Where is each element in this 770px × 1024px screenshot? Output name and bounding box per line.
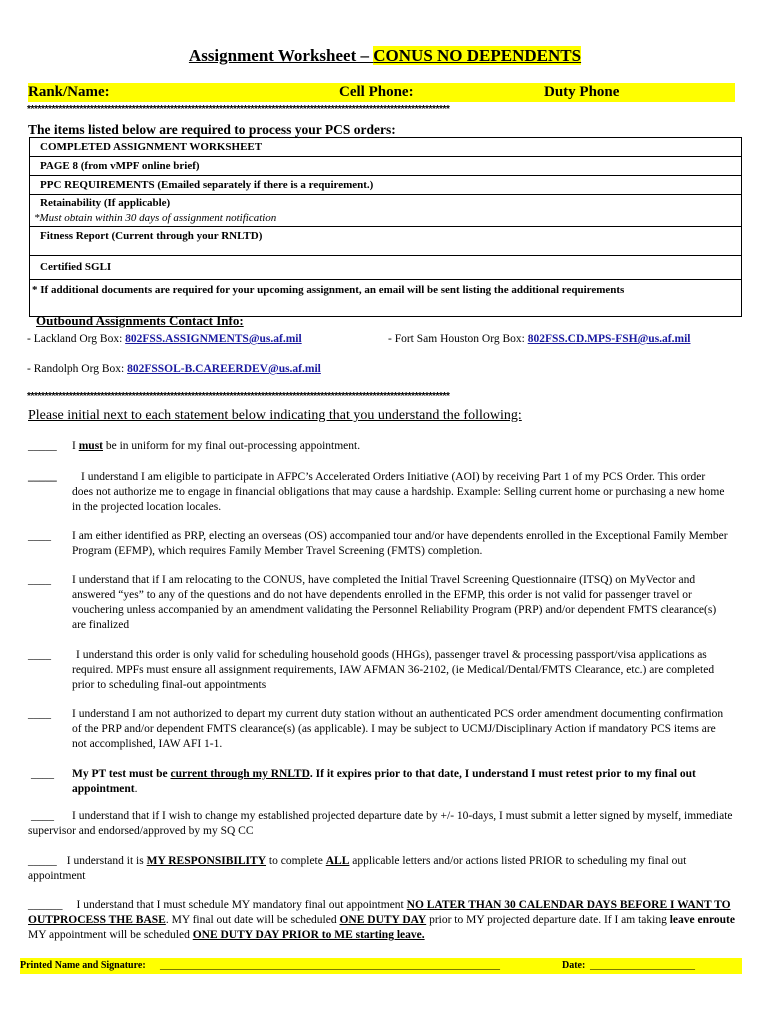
fsh-email-link[interactable]: 802FSS.CD.MPS-FSH@us.af.mil	[527, 333, 691, 345]
retainability-label: Retainability (If applicable)	[40, 197, 171, 209]
requirement-item: COMPLETED ASSIGNMENT WORKSHEET	[30, 138, 741, 157]
contacts-heading: Outbound Assignments Contact Info:	[36, 313, 244, 328]
initial-blank[interactable]: ____	[28, 649, 51, 661]
statement-text: I understand this order is only valid for scheduling household goods (HHGs), passenger travel & processing passport/visa applications as required. MPFs must ensure all assignment requirements, IAW AFMAN 36-2102, (ie Medical/Dental/FMTS Clearance, etc.) are completed prior to scheduling final-out appointments	[72, 649, 715, 691]
signature-bar	[20, 958, 742, 974]
title-prefix: Assignment Worksheet –	[188, 46, 374, 65]
header-bar	[28, 83, 735, 102]
statement-text: I understand that I must schedule MY mandatory final out appointment NO LATER THAN 30 CALENDAR DAYS BEFORE I WANT TO OUTPROCESS THE BASE. MY final out date will be scheduled ONE DUTY DAY prior to MY projected departure date. If I am taking leave enroute MY appointment will be scheduled ONE DUTY DAY PRIOR to ME starting leave.	[28, 899, 735, 941]
initial-blank[interactable]: ______	[28, 899, 63, 911]
requirement-item: PPC REQUIREMENTS (Emailed separately if there is a requirement.)	[30, 176, 741, 195]
lackland-contact	[27, 333, 302, 345]
initial-blank[interactable]: _____	[28, 471, 57, 483]
statement-1	[28, 439, 748, 454]
initial-blank[interactable]: ____	[28, 574, 51, 586]
date-label: Date:	[562, 960, 586, 971]
fsh-contact	[388, 333, 690, 345]
initial-blank[interactable]: ____	[28, 708, 51, 720]
statement-text: I understand I am not authorized to depart my current duty station without an authenticated PCS order amendment documenting confirmation of the PRP and/or dependent FMTS clearance(s) (as applicable). I may be subject to UCMJ/Disciplinary Action if mandatory PCS items are not accomplished, IAW AFI 1-1.	[72, 708, 724, 750]
requirement-item: Certified SGLI	[30, 256, 741, 280]
title-highlight: CONUS NO DEPENDENTS	[373, 46, 582, 65]
statement-8	[28, 809, 748, 839]
signature-label: Printed Name and Signature:	[20, 960, 146, 971]
statement-text: I am either identified as PRP, electing an overseas (OS) accompanied tour and/or have dependents enrolled in the Exceptional Family Member Program (EFMP), which requires Family Member Travel Screening (FMTS) completion.	[72, 530, 728, 557]
rank-name-label: Rank/Name:	[28, 84, 110, 100]
statement-text: I understand that if I am relocating to the CONUS, have completed the Initial Travel Screening Questionnaire (ITSQ) on MyVector and answered “yes” to any of the questions and do not have dependents enrolled in the EFMP, this order is not valid for passenger travel or vouchering unless accompanied by an amendment validating the Personnel Reliability Program (PRP) and/or dependent FMTS clearance(s) are finalized	[72, 574, 717, 631]
fsh-label: - Fort Sam Houston Org Box:	[388, 333, 528, 345]
requirement-item-retainability	[30, 195, 741, 227]
requirement-item: Fitness Report (Current through your RNLTD)	[30, 227, 741, 256]
randolph-contact	[27, 363, 321, 375]
initial-blank[interactable]: _____	[28, 855, 57, 867]
lackland-email-link[interactable]: 802FSS.ASSIGNMENTS@us.af.mil	[125, 333, 302, 345]
statement-7	[28, 767, 748, 795]
requirement-note: * If additional documents are required for your upcoming assignment, an email will be sent listing the additional requirements	[32, 284, 625, 296]
statement-2	[28, 470, 748, 513]
statement-10	[28, 898, 750, 943]
signature-line[interactable]: ____________________________________________________________________	[160, 960, 500, 971]
statement-6	[28, 707, 748, 750]
statements-heading: Please initial next to each statement below indicating that you understand the following:	[28, 408, 522, 423]
randolph-label: - Randolph Org Box:	[27, 363, 128, 375]
requirement-item: PAGE 8 (from vMPF online brief)	[30, 157, 741, 176]
duty-phone-label: Duty Phone	[544, 84, 620, 100]
statement-text: I understand it is MY RESPONSIBILITY to complete ALL applicable letters and/or actions listed PRIOR to scheduling my final out appointment	[28, 855, 687, 882]
lackland-label: - Lackland Org Box:	[27, 333, 126, 345]
statement-3	[28, 529, 748, 557]
statement-5	[28, 648, 748, 691]
statement-text: I understand that if I wish to change my established projected departure date by +/- 10-days, I must submit a letter signed by myself, immediate supervisor and endorsed/approved by my SQ CC	[28, 810, 733, 837]
statement-text: I must be in uniform for my final out-processing appointment.	[72, 440, 361, 452]
requirements-heading: The items listed below are required to process your PCS orders:	[28, 122, 396, 137]
initial-blank[interactable]: ____	[28, 530, 51, 542]
retainability-note: *Must obtain within 30 days of assignment notification	[34, 212, 277, 224]
requirements-box	[29, 137, 742, 317]
statement-text: I understand I am eligible to participate in AFPC’s Accelerated Orders Initiative (AOI) by receiving Part 1 of my PCS Order. This order does not authorize me to engage in financial obligations that may cause a hardship. Example: Selling current home or purchasing a new home in the projected location locales.	[72, 471, 725, 513]
page-title	[0, 46, 770, 66]
initial-blank[interactable]: ____	[31, 768, 54, 780]
initial-blank[interactable]: _____	[28, 440, 57, 452]
separator: *************************************************************************************************************************	[27, 104, 450, 115]
cell-phone-label: Cell Phone:	[339, 84, 414, 100]
statement-9	[28, 854, 738, 884]
separator: *************************************************************************************************************************	[27, 391, 450, 402]
randolph-email-link[interactable]: 802FSSOL-B.CAREERDEV@us.af.mil	[127, 363, 321, 375]
statement-4	[28, 573, 748, 631]
initial-blank[interactable]: ____	[31, 810, 54, 822]
statement-text: My PT test must be current through my RNLTD. If it expires prior to that date, I understand I must retest prior to my final out appointment.	[72, 768, 696, 795]
date-line[interactable]: _____________________	[590, 960, 695, 971]
